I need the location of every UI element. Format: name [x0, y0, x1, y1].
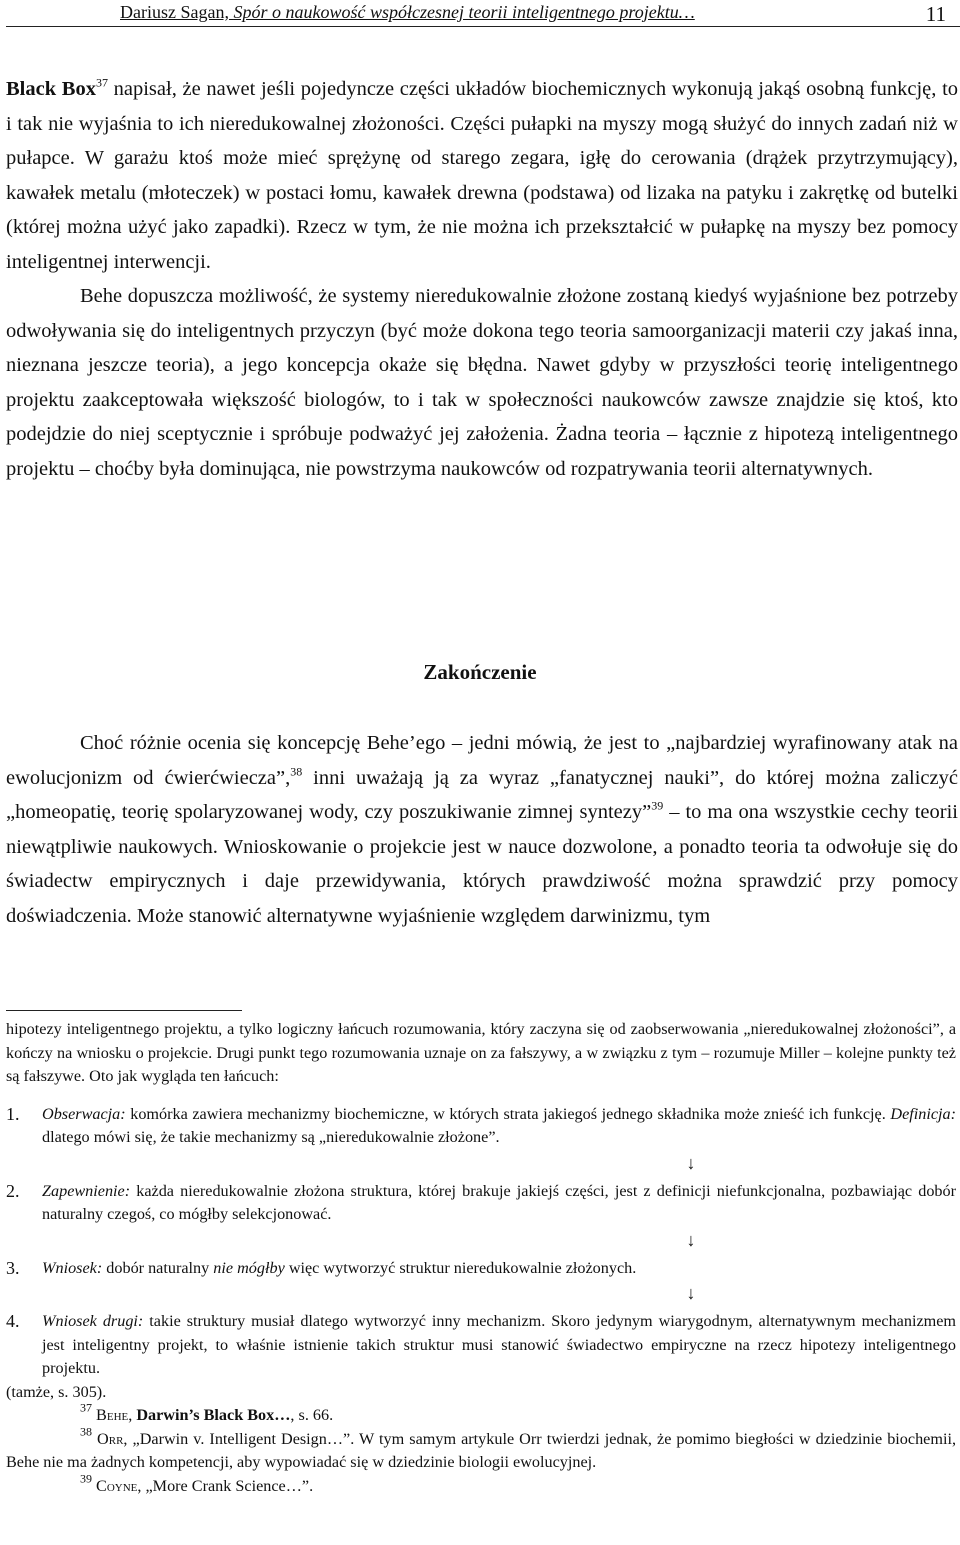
footnote-separator	[6, 1010, 242, 1011]
footnote-ref-37: 37	[95, 75, 108, 90]
footnote-ref-38: 38	[290, 764, 303, 779]
footnote-number: 38	[80, 1424, 92, 1439]
conclusion-text-b: inni uważają ją za wyraz „fanatycznej nauki”, do której można zaliczyć „homeopatię, teorię spolaryzowanej wody, czy poszukiwanie zimnej syntezy”	[6, 766, 958, 823]
down-arrow-icon: ↓	[686, 1152, 696, 1173]
step-number: 4.	[6, 1311, 20, 1331]
step-number: 3.	[6, 1257, 20, 1278]
footnote-text: , „More Crank Science…”.	[137, 1476, 314, 1495]
footnote-number: 39	[80, 1471, 92, 1486]
step-text-after: więc wytworzyć struktur nieredukowalnie złożonych.	[288, 1258, 637, 1277]
step-text: dobór naturalny	[106, 1258, 210, 1277]
footnote-text: , „Darwin v. Intelligent Design…”. W tym samym artykule Orr twierdzi jednak, że pomimo biegłości w dziedzinie biochemii, Behe nie ma żadnych kompetencji, aby wypowiadać się w dziedzinie biologii ewolucyjnej.	[6, 1429, 956, 1471]
section-heading: Zakończenie	[423, 660, 537, 684]
step-label: Obserwacja:	[42, 1104, 126, 1123]
step-label: Zapewnienie:	[42, 1181, 131, 1200]
footnote-author: Behe	[96, 1406, 129, 1424]
step-label: Wniosek:	[42, 1258, 103, 1277]
step-emphasis: nie mógłby	[213, 1258, 285, 1277]
header-rule	[6, 26, 960, 27]
reasoning-step-1	[6, 1103, 956, 1150]
reasoning-step-4	[6, 1310, 956, 1381]
step-text: takie struktury musiał dlatego wytworzyć inny mechanizm. Skoro jedynym wiarygodnym, alternatywnym mechanizmem jest inteligentny projekt, to właśnie istnienie takich struktur musi stanowić świadectwo empiryczne na rzecz hipotezy inteligentnego projektu.	[42, 1312, 956, 1377]
step-number: 1.	[6, 1103, 20, 1124]
page-number: 11	[925, 2, 946, 26]
step-label-2: Definicja:	[890, 1104, 957, 1123]
footnote-author: Orr	[97, 1429, 124, 1448]
header-citation	[120, 2, 695, 23]
step-text: każda nieredukowalnie złożona struktura, której brakuje jakiejś części, jest z definicji niefunkcjonalna, pozbawiając dobór naturalny czegoś, co mógłby selekcjonować.	[42, 1181, 956, 1223]
paragraph-2: Behe dopuszcza możliwość, że systemy nieredukowalnie złożone zostaną kiedyś wyjaśnione bez potrzeby odwoływania się do inteligentnych przyczyn (być może dokona tego teoria samoorganizacji materii czy jakaś inna, nieznana jeszcze teoria), a jego koncepcja okaże się błędna. Nawet gdyby w przyszłości teorię inteligentnego projektu zaakceptowała większość biologów, to i tak w społeczności naukowców zawsze znajdzie się ktoś, kto podejdzie do niej sceptycznie i spróbuje podważyć jej założenia. Żadna teoria – łącznie z hipotezą inteligentnego projektu – choćby była dominująca, nie powstrzyma naukowców od rozpatrywania teorii alternatywnych.	[6, 285, 958, 480]
conclusion-text-a: Choć różnie ocenia się koncepcję Behe’ego – jedni mówią, że jest to „najbardziej wyrafinowany atak na ewolucjonizm od ćwierćwiecza”,	[6, 732, 958, 789]
body-text-conclusion	[6, 726, 958, 933]
down-arrow-icon: ↓	[686, 1283, 696, 1303]
header-author: Dariusz Sagan,	[120, 2, 229, 22]
footnote-number: 37	[80, 1400, 92, 1415]
reasoning-step-2	[6, 1180, 956, 1227]
footnote-text: , s. 66.	[290, 1406, 334, 1424]
conclusion-text-c: – to ma ona wszystkie cechy teorii niewątpliwie naukowych. Wnioskowanie o projekcie jest w nauce dozwolone, a ponadto teoria ta odwołuje się do świadectw empirycznych i daje przewidywania, których prawdziwość można sprawdzić przy pomocy doświadczenia. Może stanowić alternatywne wyjaśnienie względem darwinizmu, tym	[6, 801, 959, 927]
down-arrow-icon: ↓	[686, 1229, 696, 1250]
footnote-author: Coyne	[96, 1476, 138, 1495]
footnote-ref-39: 39	[651, 798, 664, 813]
footnote-39	[6, 1471, 956, 1499]
header-title: Spór o naukowość współczesnej teorii inteligentnego projektu…	[233, 2, 695, 22]
book-title-bold: Black Box	[6, 78, 96, 100]
footnote-38	[6, 1424, 956, 1475]
footnote-book-title: Darwin’s Black Box…	[136, 1406, 291, 1424]
body-text-top	[6, 72, 958, 486]
step-label: Wniosek drugi:	[42, 1312, 144, 1330]
footnote-continuation: hipotezy inteligentnego projektu, a tylko logiczny łańcuch rozumowania, który zaczyna się od zaobserwowania „nieredukowalnej złożoności”, a kończy na wniosku o projekcie. Drugi punkt tego rozumowania uznaje on za fałszywy, a w związku z tym – rozumuje Miller – kolejne punkty też są fałszywe. Oto jak wygląda ten łańcuch:	[6, 1020, 956, 1085]
footnote-37: $^{37}$ Behe, Darwin’s Black Box…, s. 66.	[80, 1400, 334, 1424]
step-text-2: dlatego mówi się, że takie mechanizmy są „nieredukowalnie złożone”.	[42, 1128, 500, 1146]
step-number: 2.	[6, 1180, 20, 1201]
conclusion-paragraph	[6, 726, 958, 933]
reasoning-step-3	[6, 1257, 956, 1281]
running-header	[6, 0, 960, 26]
footnotes-area	[6, 1018, 956, 1498]
paragraph-1	[6, 72, 958, 279]
source-citation: (tamże, s. 305).	[6, 1382, 107, 1401]
paragraph-1-text: napisał, że nawet jeśli pojedyncze części układów biochemicznych wykonują jakąś osobną funkcję, to i tak nie wyjaśnia to ich nieredukowalnej złożoności. Części pułapki na myszy mogą służyć do innych zadań niż w pułapce. W garażu ktoś może mieć sprężynę od starego zegara, igłę do cerowania (drążek przytrzymujący), kawałek metalu (młoteczek) w postaci łomu, kawałek drewna (podstawa) od lizaka na patyku i zakrętkę od butelki (której można użyć jako zapadki). Rzecz w tym, że nie można ich przekształcić w pułapkę na myszy bez pomocy inteligentnej interwencji.	[6, 78, 959, 273]
step-text: komórka zawiera mechanizmy biochemiczne, w których strata jakiegoś jednego składnika może znieść ich funkcję.	[130, 1104, 886, 1123]
